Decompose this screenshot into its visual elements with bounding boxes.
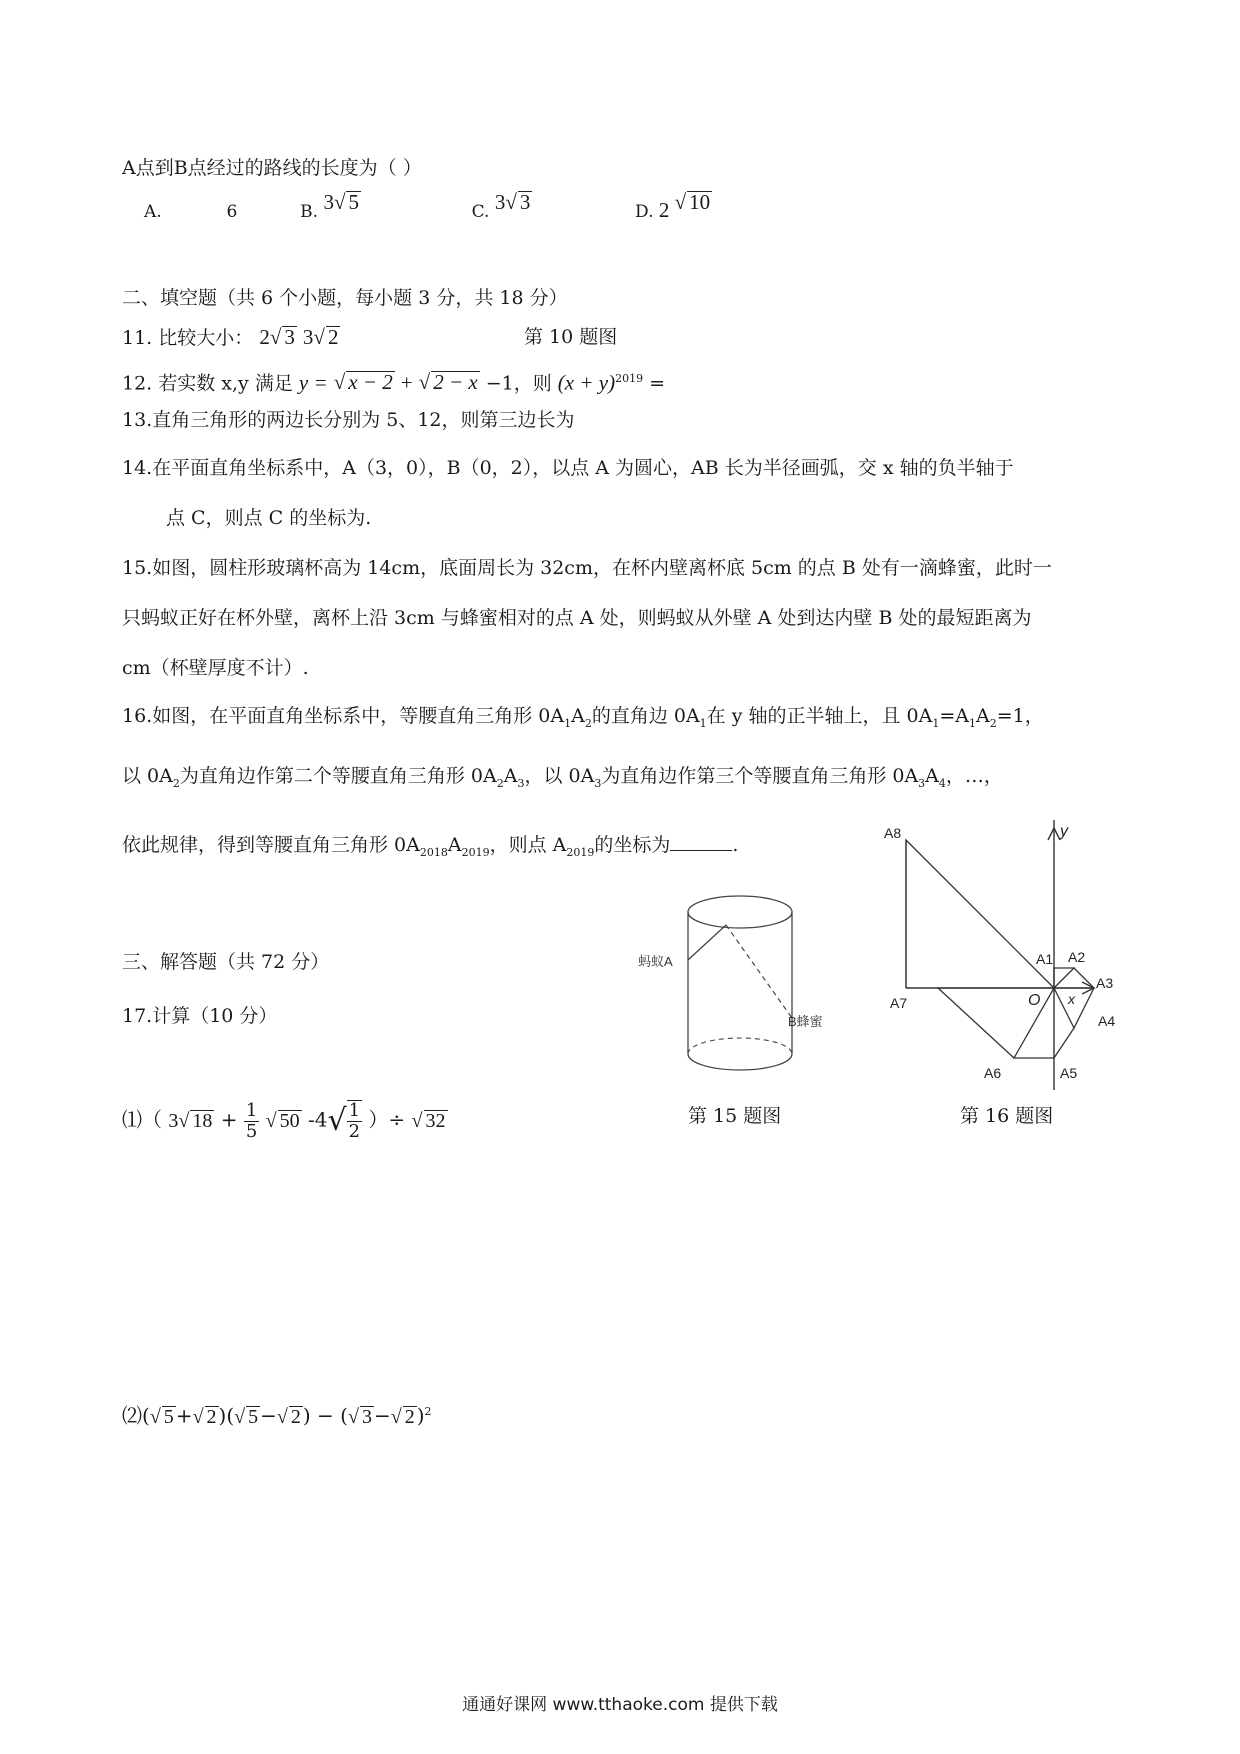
- part2-rc: 5: [248, 1405, 259, 1428]
- cylinder-bottom-back: [688, 1038, 792, 1054]
- triangle-4: [1014, 988, 1074, 1058]
- option-c-coef: 3: [494, 190, 506, 214]
- sub: 1: [969, 716, 976, 730]
- q15-line1: 15.如图，圆柱形玻璃杯高为 14cm，底面周长为 32cm，在杯内壁离杯底 5cm 的点 B 处有一滴蜂蜜，此时一: [122, 557, 1052, 579]
- option-d-label: D.: [635, 202, 654, 222]
- option-d-coef: 2: [658, 198, 670, 222]
- q11-b-coef: 3: [302, 325, 314, 349]
- ant-path-inner: [726, 925, 792, 1018]
- q11-num: 11.: [122, 327, 153, 349]
- point-a8: A8: [884, 825, 902, 841]
- sub: 1: [699, 716, 707, 730]
- sub: 2019: [461, 845, 490, 859]
- ant-path-outer: [688, 925, 726, 960]
- q16-l3-d: 的坐标为: [594, 834, 671, 856]
- q12: 12. 若实数 x,y 满足 y = √ x − 2 + √ 2 − x −1，则 $(x + y)^{2019}$ =: [122, 370, 666, 395]
- point-a5: A5: [1060, 1065, 1078, 1081]
- q16-l3-b: A: [447, 834, 462, 856]
- label-ant-a: 蚂蚁A: [638, 954, 673, 969]
- section3-heading: 三、解答题（共 72 分）: [122, 951, 330, 973]
- q12-num: 12.: [122, 372, 153, 395]
- footer-source: 通通好课网 www.tthaoke.com 提供下载: [462, 1695, 778, 1715]
- q12-pow-exp: 2019: [615, 372, 644, 385]
- axis-y-label: y: [1060, 823, 1068, 840]
- fig10-caption: 第 10 题图: [524, 326, 618, 348]
- fig16-spiral-diagram: [870, 820, 1130, 1100]
- q12-eq: =: [649, 372, 666, 395]
- option-d-radicand: 10: [689, 190, 711, 214]
- part2-minus2: −: [373, 1403, 391, 1428]
- part1-c3: 4: [314, 1107, 328, 1132]
- q12-y-eq: y =: [298, 370, 328, 395]
- option-b-label: B.: [300, 202, 319, 222]
- q10-options: A. 6 B. 3√ 5 C. 3√ 3 D. 2 √ 10: [144, 190, 711, 222]
- sub: 1: [564, 716, 572, 730]
- frac-num: 1: [245, 1099, 258, 1121]
- section2-heading: 二、填空题（共 6 个小题，每小题 3 分，共 18 分）: [122, 287, 568, 309]
- q12-minus1: −1，则: [485, 372, 552, 395]
- q16-l1-c: 的直角边 0A: [591, 705, 700, 727]
- cylinder-top: [688, 896, 792, 928]
- q17-part2: ⑵(√ 5 +√ 2 )(√ 5 −√ 2 ) − (√ 3 −√ 2 )$^2$: [122, 1403, 432, 1428]
- q16-line3: [122, 832, 738, 865]
- q16-l2-d: ，以 0A: [524, 765, 595, 787]
- triangle-6: [906, 840, 1054, 988]
- q16-line1: [122, 704, 1044, 736]
- q16-l1-d: 在 y 轴的正半轴上，且 0A: [706, 705, 933, 727]
- q13: 13.直角三角形的两边长分别为 5、12，则第三边长为: [122, 409, 575, 431]
- q16-l2-f: A: [925, 765, 939, 787]
- q16-l1-b: A: [571, 705, 585, 727]
- part1-minus: -: [307, 1107, 315, 1132]
- part2-plus: +: [175, 1403, 193, 1428]
- fig16-caption: 第 16 题图: [960, 1105, 1054, 1127]
- part1-r4: 32: [425, 1109, 446, 1132]
- q11-b-rad: 2: [327, 325, 339, 349]
- part1-plus: +: [220, 1107, 238, 1132]
- part2-exp: 2: [424, 1405, 432, 1418]
- option-a-value: 6: [226, 202, 238, 222]
- triangle-1: [1054, 968, 1074, 988]
- frac-num: 1: [348, 1100, 361, 1121]
- sub: 1: [932, 716, 940, 730]
- point-a6: A6: [984, 1065, 1002, 1081]
- option-b-coef: 3: [323, 190, 334, 214]
- q10-stem: A点到B点经过的路线的长度为（ ）: [122, 157, 422, 179]
- q16-l2-b: 为直角边作第二个等腰直角三角形 0A: [179, 765, 497, 787]
- part2-rb: 2: [206, 1405, 217, 1428]
- part2-re: 3: [361, 1405, 372, 1428]
- part1-fraction: [244, 1101, 259, 1142]
- part2-ra: 5: [163, 1405, 174, 1428]
- option-b-radicand: 5: [348, 190, 359, 214]
- sub: 2018: [419, 845, 448, 859]
- q15-line2: 只蚂蚁正好在杯外壁，离杯上沿 3cm 与蜂蜜相对的点 A 处，则蚂蚁从外壁 A 处到达内壁 B 处的最短距离为: [122, 607, 1032, 629]
- q16-l2-c: A: [503, 765, 518, 787]
- q16-l1-f: A: [976, 705, 990, 727]
- q12-rad1: x − 2: [348, 370, 393, 395]
- q14-line1: 14.在平面直角坐标系中，A（3，0），B（0，2），以点 A 为圆心，AB 长为半径画弧，交 x 轴的负半轴于: [122, 457, 1014, 479]
- q16-l2-a: 以 0A: [122, 765, 173, 787]
- part2-rd: 2: [290, 1405, 301, 1428]
- part1-inner-fraction: [347, 1100, 362, 1142]
- q16-l1-g: =1，: [996, 705, 1044, 727]
- part2-minus: −: [260, 1403, 277, 1428]
- q17-part1: ⑴（ 3√ 18 + $\frac{1}{5}$ √ 50 -4√ $\frac{1}{2}$ ）÷ √ 32: [122, 1099, 446, 1142]
- part2-mid: )(: [218, 1403, 235, 1428]
- q14-line2: 点 C，则点 C 的坐标为.: [166, 507, 372, 529]
- q17-title: 17.计算（10 分）: [122, 1005, 278, 1027]
- sub: 2: [496, 776, 504, 790]
- q16-l3-e: .: [732, 834, 739, 856]
- part2-rf: 2: [404, 1405, 415, 1428]
- part2-close: ): [416, 1403, 425, 1428]
- part1-r1: 18: [192, 1109, 213, 1132]
- q11-a-coef: 2: [259, 325, 270, 349]
- q16-l1-a: 16.如图，在平面直角坐标系中，等腰直角三角形 0A: [122, 705, 565, 727]
- point-a1: A1: [1036, 951, 1054, 967]
- point-a7: A7: [890, 995, 908, 1011]
- part1-r2: 50: [279, 1109, 300, 1132]
- fig15-cylinder-diagram: [620, 870, 860, 1100]
- option-c-label: C.: [471, 202, 490, 222]
- q11-a-rad: 3: [284, 325, 295, 349]
- part1-label: ⑴（: [122, 1107, 162, 1132]
- fig15-caption: 第 15 题图: [688, 1105, 782, 1127]
- q16-l3-a: 依此规律，得到等腰直角三角形 0A: [122, 834, 420, 856]
- answer-blank: [670, 832, 732, 851]
- point-a2: A2: [1068, 949, 1086, 965]
- sub: 3: [594, 776, 602, 790]
- q16-l3-c: ，则点 A: [489, 834, 567, 856]
- q12-pow-base: (x + y): [557, 370, 616, 395]
- q12-plus: +: [400, 370, 413, 395]
- sub: 2: [989, 716, 997, 730]
- part2-label: ⑵(: [122, 1403, 150, 1428]
- q12-rad2: 2 − x: [433, 370, 478, 395]
- sub: 3: [517, 776, 525, 790]
- label-honey-b: B蜂蜜: [788, 1014, 823, 1029]
- q15-line3: cm（杯壁厚度不计）.: [122, 657, 309, 679]
- sub: 3: [918, 776, 926, 790]
- point-a3: A3: [1096, 975, 1114, 991]
- q16-l2-e: 为直角边作第三个等腰直角三角形 0A: [601, 765, 919, 787]
- q12-text: 若实数 x,y 满足: [158, 372, 293, 395]
- axis-x-label: x: [1068, 991, 1075, 1007]
- q11: 11. 比较大小： 2√ 3 3√ 2: [122, 325, 339, 349]
- q16-l2-g: ，…，: [945, 765, 1003, 787]
- point-a4: A4: [1098, 1013, 1116, 1029]
- sub: 4: [938, 776, 946, 790]
- sub: 2: [172, 776, 180, 790]
- q11-text: 比较大小：: [158, 327, 254, 349]
- cylinder-bottom-front: [688, 1054, 792, 1070]
- frac-den: 2: [348, 1121, 361, 1142]
- sub: 2: [584, 716, 592, 730]
- sub: 2019: [566, 845, 595, 859]
- frac-den: 5: [245, 1120, 258, 1142]
- part1-c1: 3: [168, 1109, 179, 1132]
- origin-label: O: [1028, 992, 1041, 1009]
- q16-line2: [122, 764, 1003, 796]
- option-a-label: A.: [144, 202, 162, 222]
- option-c-radicand: 3: [519, 190, 531, 214]
- part2-mid2: ) − (: [302, 1403, 348, 1428]
- part1-close: ）÷: [368, 1107, 406, 1132]
- q16-l1-e: =A: [939, 705, 969, 727]
